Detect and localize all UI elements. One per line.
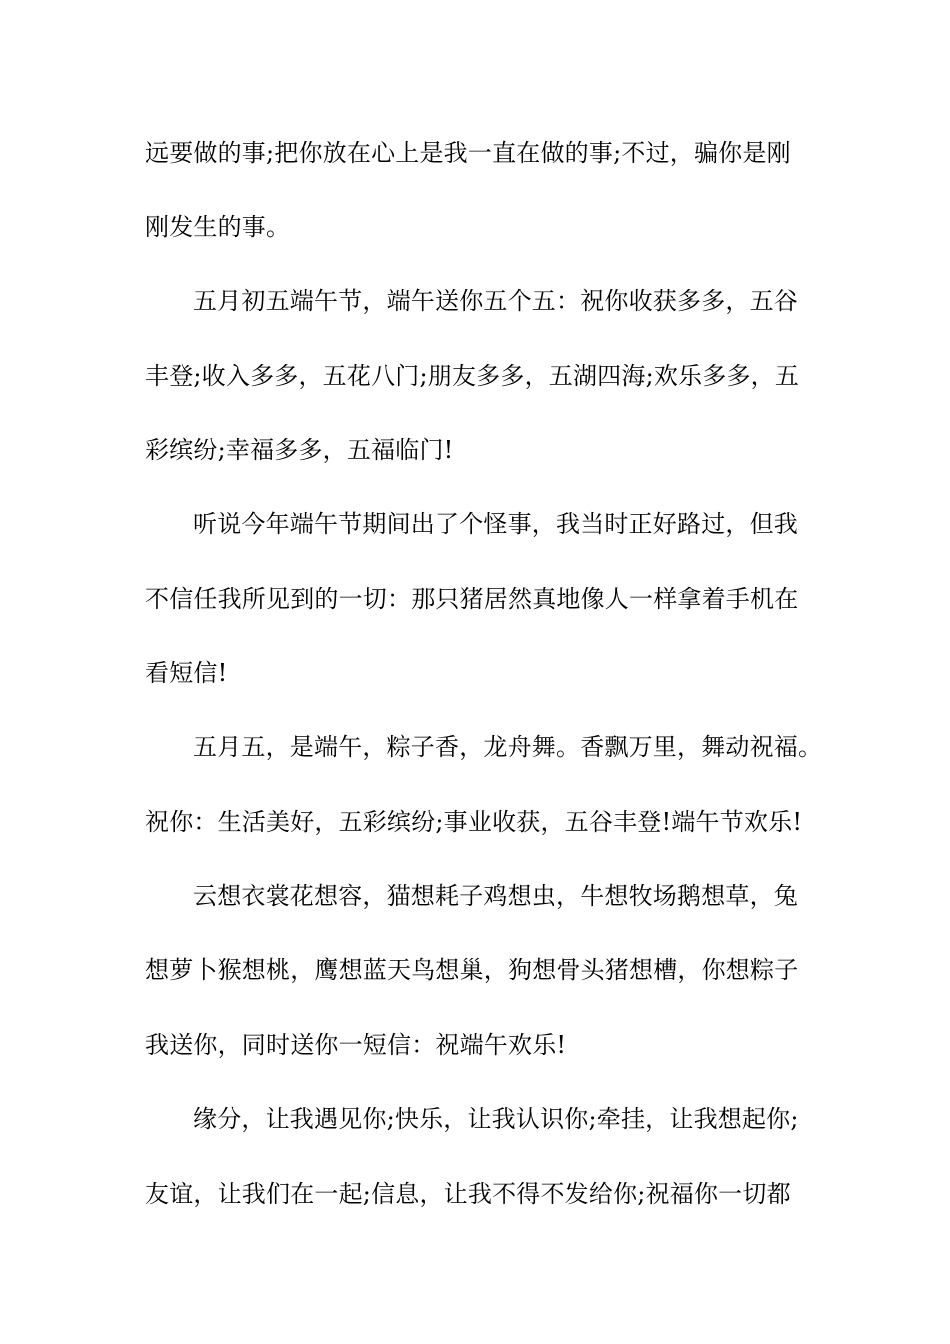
paragraph-first-line: 缘分，让我遇见你;快乐，让我认识你;牵挂，让我想起你; (193, 1105, 799, 1133)
text-line: 丰登;收入多多，五花八门;朋友多多，五湖四海;欢乐多多，五 (145, 362, 800, 390)
text-line: 友谊，让我们在一起;信息，让我不得不发给你;祝福你一切都 (145, 1180, 791, 1208)
paragraph-first-line: 五月五，是端午，粽子香，龙舟舞。香飘万里，舞动祝福。 (193, 733, 823, 761)
text-line: 刚发生的事。 (145, 213, 291, 241)
text-line: 远要做的事;把你放在心上是我一直在做的事;不过，骗你是刚 (145, 139, 791, 167)
text-line: 我送你，同时送你一短信：祝端午欢乐! (145, 1031, 567, 1059)
text-line: 想萝卜猴想桃，鹰想蓝天鸟想巢，狗想骨头猪想槽，你想粽子 (145, 956, 799, 984)
text-line: 祝你：生活美好，五彩缤纷;事业收获，五谷丰登!端午节欢乐! (145, 808, 803, 836)
paragraph-first-line: 云想衣裳花想容，猫想耗子鸡想虫，牛想牧场鹅想草，兔 (193, 882, 798, 910)
text-line: 不信任我所见到的一切：那只猪居然真地像人一样拿着手机在 (145, 585, 799, 613)
text-line: 看短信! (145, 659, 228, 687)
text-line: 彩缤纷;幸福多多，五福临门! (145, 436, 454, 464)
paragraph-first-line: 听说今年端午节期间出了个怪事，我当时正好路过，但我 (193, 510, 798, 538)
paragraph-first-line: 五月初五端午节，端午送你五个五：祝你收获多多，五谷 (193, 287, 798, 315)
